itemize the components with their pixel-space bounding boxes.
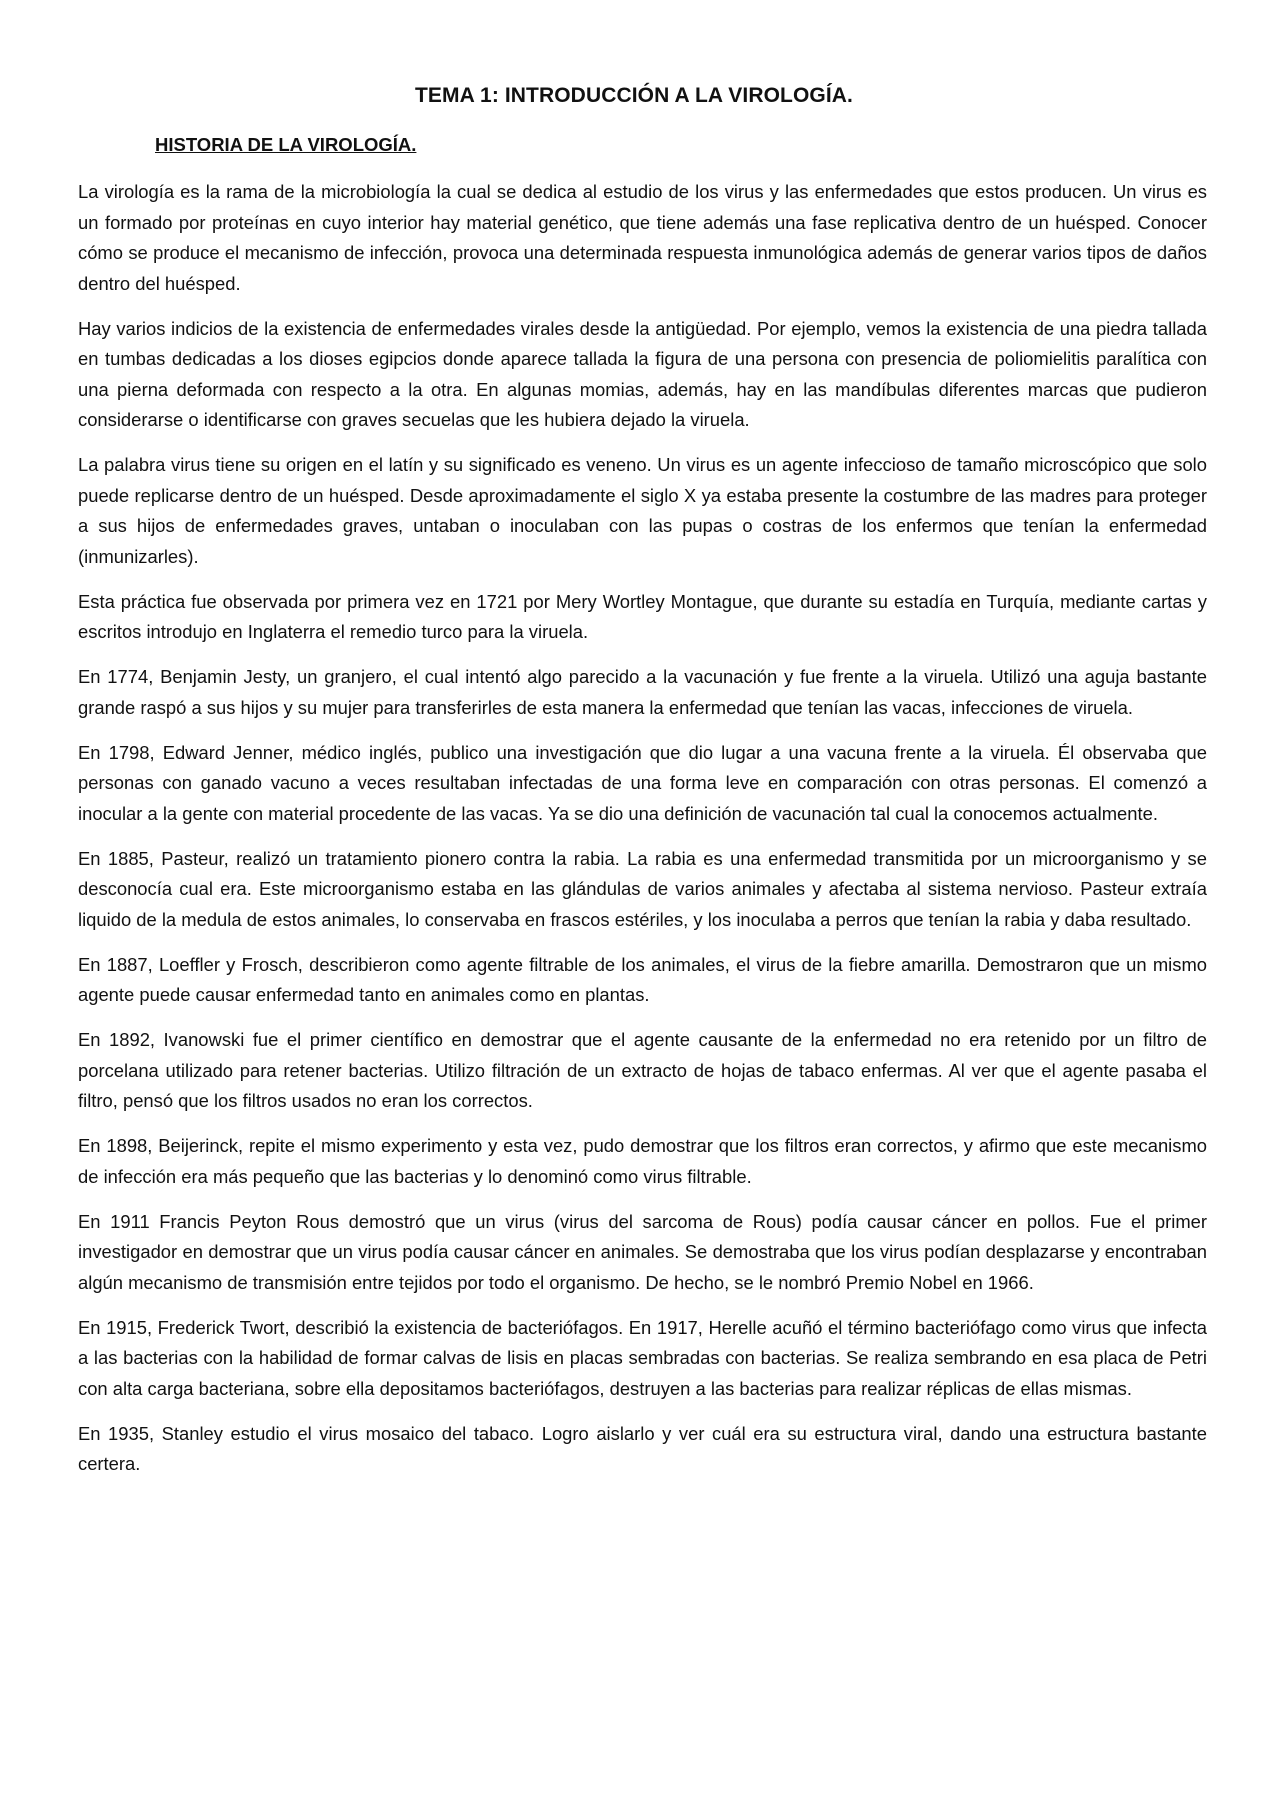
paragraph-1798: En 1798, Edward Jenner, médico inglés, publico una investigación que dio lugar a una vacuna frente a la viruela. Él observaba que personas con ganado vacuno a veces resultaban infectadas de una forma leve en comparación con otras personas. El comenzó a inocular a la gente con material procedente de las vacas. Ya se dio una definición de vacunación tal cual la conocemos actualmente. [78, 741, 1207, 824]
paragraph-1887: En 1887, Loeffler y Frosch, describieron como agente filtrable de los animales, el virus de la fiebre amarilla. Demostraron que un mismo agente puede causar enfermedad tanto en animales como en plantas. [78, 953, 1207, 1005]
section-heading-historia: HISTORIA DE LA VIROLOGÍA. [155, 134, 417, 155]
paragraph-intro: La virología es la rama de la microbiología la cual se dedica al estudio de los virus y las enfermedades que estos producen. Un virus es un formado por proteínas en cuyo interior hay material genético, que tiene además una fase replicativa dentro de un huésped. Conocer cómo se produce el mecanismo de infección, provoca una determinada respuesta inmunológica además de generar varios tipos de daños dentro del huésped. [78, 181, 1207, 294]
paragraph-indicios: Hay varios indicios de la existencia de enfermedades virales desde la antigüedad. Por ejemplo, vemos la existencia de una piedra tallada en tumbas dedicadas a los dioses egipcios donde aparece tallada la figura de una persona con presencia de poliomielitis paralítica con una pierna deformada con respecto a la otra. En algunas momias, además, hay en las mandíbulas diferentes marcas que pudieron considerarse o identificarse con graves secuelas que les hubiera dejado la viruela. [78, 317, 1207, 430]
paragraph-1898: En 1898, Beijerinck, repite el mismo experimento y esta vez, pudo demostrar que los filtros eran correctos, y afirmo que este mecanismo de infección era más pequeño que las bacterias y lo denominó como virus filtrable. [78, 1135, 1207, 1187]
paragraph-1935: En 1935, Stanley estudio el virus mosaico del tabaco. Logro aislarlo y ver cuál era su estructura viral, dando una estructura bastante certera. [78, 1422, 1207, 1474]
paragraph-1892: En 1892, Ivanowski fue el primer científico en demostrar que el agente causante de la enfermedad no era retenido por un filtro de porcelana utilizado para retener bacterias. Utilizo filtración de un extracto de hojas de tabaco enfermas. Al ver que el agente pasaba el filtro, pensó que los filtros usados no eran los correctos. [78, 1029, 1207, 1111]
paragraph-1885: En 1885, Pasteur, realizó un tratamiento pionero contra la rabia. La rabia es una enfermedad transmitida por un microorganismo y se desconocía cual era. Este microorganismo estaba en las glándulas de varios animales y afectaba al sistema nervioso. Pasteur extraía liquido de la medula de estos animales, lo conservaba en frascos estériles, y los inoculaba a perros que tenían la rabia y daba resultado. [78, 847, 1207, 930]
paragraph-1911: En 1911 Francis Peyton Rous demostró que un virus (virus del sarcoma de Rous) podía causar cáncer en pollos. Fue el primer investigador en demostrar que un virus podía causar cáncer en animales. Se demostraba que los virus podían desplazarse y encontraban algún mecanismo de transmisión entre tejidos por todo el organismo. De hecho, se le nombró Premio Nobel en 1966. [78, 1210, 1207, 1293]
document-body [78, 177, 1207, 1494]
document-title: TEMA 1: INTRODUCCIÓN A LA VIROLOGÍA. [415, 84, 853, 107]
paragraph-origen-virus: La palabra virus tiene su origen en el latín y su significado es veneno. Un virus es un agente infeccioso de tamaño microscópico que solo puede replicarse dentro de un huésped. Desde aproximadamente el siglo X ya estaba presente la costumbre de las madres para proteger a sus hijos de enfermedades graves, untaban o inoculaban con las pupas o costras de los enfermos que tenían la enfermedad (inmunizarles). [78, 454, 1207, 567]
paragraph-1721: Esta práctica fue observada por primera vez en 1721 por Mery Wortley Montague, que durante su estadía en Turquía, mediante cartas y escritos introdujo en Inglaterra el remedio turco para la viruela. [78, 590, 1207, 642]
paragraph-1774: En 1774, Benjamin Jesty, un granjero, el cual intentó algo parecido a la vacunación y fue frente a la viruela. Utilizó una aguja bastante grande raspó a sus hijos y su mujer para transferirles de esta manera la enfermedad que tenían las vacas, infecciones de viruela. [78, 666, 1207, 718]
paragraph-1915: En 1915, Frederick Twort, describió la existencia de bacteriófagos. En 1917, Herelle acuñó el término bacteriófago como virus que infecta a las bacterias con la habilidad de formar calvas de lisis en placas sembradas con bacterias. Se realiza sembrando en esa placa de Petri con alta carga bacteriana, sobre ella depositamos bacteriófagos, destruyen a las bacterias para realizar réplicas de ellas mismas. [78, 1316, 1207, 1399]
